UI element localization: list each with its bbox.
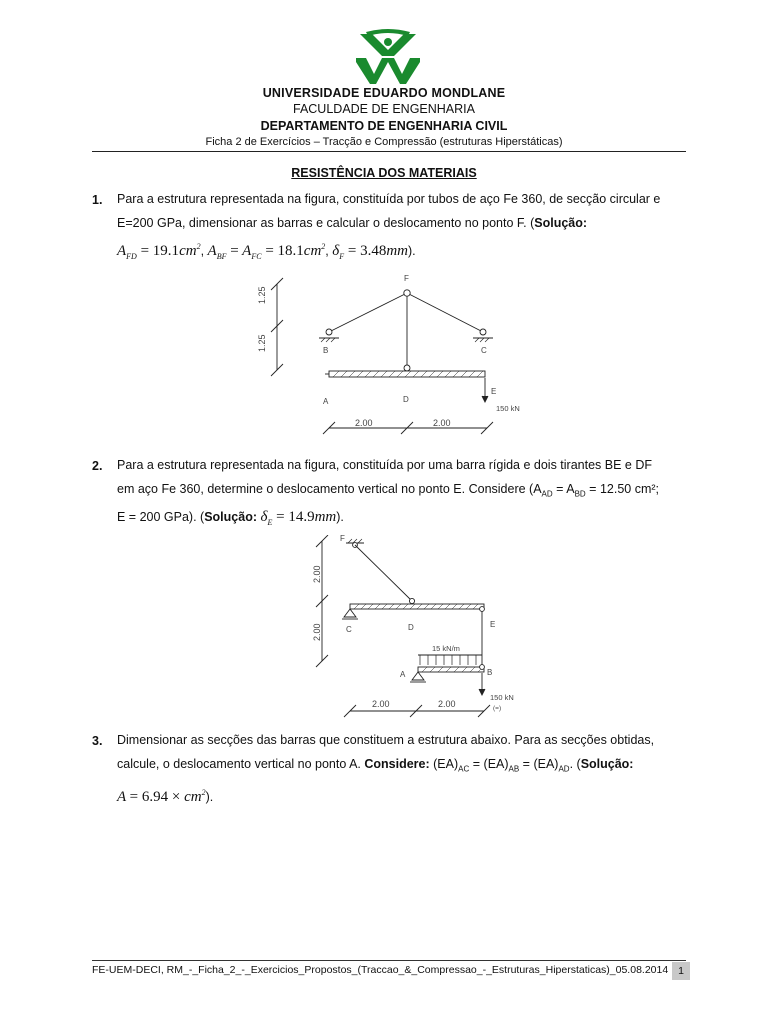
problem-3-number: 3.: [92, 734, 103, 748]
fig1-dim-left-top: 1.25: [257, 286, 267, 304]
fig1-label-A: A: [323, 397, 329, 406]
fig2-label-C: C: [346, 625, 352, 634]
problem-1-text: [117, 188, 685, 269]
footer-text: FE-UEM-DECI, RM_-_Ficha_2_-_Exercicios_Propostos_(Traccao_&_Compressao_-_Estruturas_Hiperstaticas)_05.08.2014: [92, 964, 669, 976]
sheet-subtitle: Ficha 2 de Exercícios – Tracção e Compressão (estruturas Hiperstáticas): [205, 136, 563, 148]
fig2-dist-load: 15 kN/m: [432, 644, 460, 653]
fig2-label-A: A: [400, 670, 406, 679]
problem-2-line2: em aço Fe 360, determine o deslocamento vertical no ponto E. Considere ($A_{AD} = A_{BD} = 12.50$ cm²;: [117, 481, 660, 498]
fig2-dim-bottom-left: 2.00: [372, 699, 390, 709]
fig2-dim-bottom-right: 2.00: [438, 699, 456, 709]
fig2-load: 150 kN: [490, 693, 514, 702]
fig2-label-B: B: [487, 668, 493, 677]
problem-1-solution: $A_{FD} = 19.1cm^2$, $A_{BF} = A_{FC} = 18.1cm^2$, $\delta_F = 3.48mm$).: [117, 242, 416, 261]
fig1-label-F: F: [404, 274, 409, 283]
department-name: DEPARTAMENTO DE ENGENHARIA CIVIL: [260, 119, 508, 133]
problem-3-line2: calcule, o deslocamento vertical no ponto A. Considere: $(EA)_{AC} = (EA)_{AB} = (EA)_{AD}$. (Solução:: [117, 756, 634, 773]
fig1-dim-bottom-right: 2.00: [433, 418, 451, 428]
figure-1-diagram: [255, 272, 555, 442]
problem-2-number: 2.: [92, 459, 103, 473]
fig1-dim-left-bottom: 1.25: [257, 334, 267, 352]
faculty-name: FACULDADE DE ENGENHARIA: [293, 102, 475, 116]
fig2-dim-left-bottom: 2.00: [312, 623, 322, 641]
fig1-label-D: D: [403, 395, 409, 404]
problem-2-line1: Para a estrutura representada na figura, constituída por uma barra rígida e dois tirantes BE e DF: [117, 458, 653, 472]
fig2-load-note: (=): [493, 705, 502, 712]
fig2-label-E: E: [490, 620, 496, 629]
university-name: UNIVERSIDADE EDUARDO MONDLANE: [262, 86, 506, 100]
university-logo: [352, 28, 424, 86]
fig1-load: 150 kN: [496, 404, 520, 413]
problem-2-text: [117, 454, 685, 534]
fig1-label-B: B: [323, 346, 329, 355]
problem-1-number: 1.: [92, 193, 103, 207]
fig1-dim-bottom-left: 2.00: [355, 418, 373, 428]
fig2-label-F: F: [340, 535, 345, 543]
problem-3-text: [117, 729, 685, 809]
document-title: RESISTÊNCIA DOS MATERIAIS: [291, 166, 477, 180]
footer-rule: [92, 960, 686, 961]
page-number: 1: [672, 962, 690, 980]
header-rule: [92, 151, 686, 152]
problem-2-line3: E = 200 GPa). (Solução: $\delta_E = 14.9mm$).: [117, 508, 344, 527]
fig1-label-C: C: [481, 346, 487, 355]
problem-1-line2: E=200 GPa, dimensionar as barras e calcular o deslocamento no ponto F. (Solução:: [117, 215, 588, 230]
problem-3-solution: $A = 6.94 \times cm^2$).: [117, 787, 214, 805]
figure-2-diagram: [300, 535, 540, 720]
fig1-label-E: E: [491, 387, 497, 396]
fig2-dim-left-top: 2.00: [312, 565, 322, 583]
fig2-label-D: D: [408, 623, 414, 632]
problem-1-line1: Para a estrutura representada na figura, constituída por tubos de aço Fe 360, de secção circular e: [117, 192, 661, 206]
problem-3-line1: Dimensionar as secções das barras que constituem a estrutura abaixo. Para as secções obtidas,: [117, 733, 655, 747]
